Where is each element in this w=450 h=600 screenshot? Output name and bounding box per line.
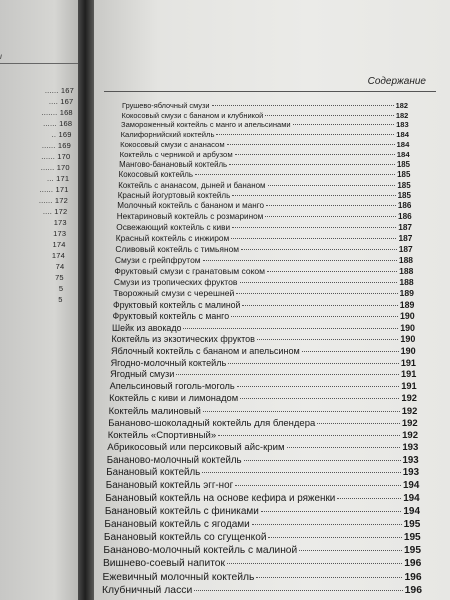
- toc-entry-page: 194: [403, 505, 420, 517]
- toc-entry-title: Шейк из авокадо: [112, 322, 182, 333]
- toc-entry-page: 187: [398, 222, 412, 232]
- toc-entry-title: Бананово-молочный коктейль: [106, 454, 242, 466]
- toc-entry: [117, 201, 411, 210]
- toc-entry-title: Фруктовый смузи с гранатовым соком: [114, 266, 266, 277]
- toc-entry: [104, 532, 421, 543]
- toc-entry: [103, 545, 421, 556]
- toc-entry-title: Коктейль «Спортивный»: [107, 429, 217, 441]
- toc-entry-title: Калифорнийский коктейль: [120, 130, 215, 140]
- toc-leader-dots: [216, 134, 394, 135]
- toc-entry-page: 184: [396, 140, 410, 150]
- left-page-fragment: ...... 171: [39, 185, 69, 194]
- toc-entry-page: 194: [402, 480, 420, 492]
- toc-entry-page: 186: [397, 201, 412, 211]
- toc-entry-page: 188: [399, 266, 414, 277]
- toc-entry-page: 188: [399, 277, 414, 288]
- toc-leader-dots: [183, 328, 398, 329]
- left-page-fragment: .. 169: [51, 130, 72, 139]
- left-page-fragment: 5: [58, 284, 64, 293]
- toc-leader-dots: [212, 105, 394, 106]
- toc-entry-title: Клубничный ласси: [102, 584, 193, 596]
- toc-entry: [118, 191, 411, 200]
- toc-entry-page: 190: [400, 322, 415, 333]
- toc-leader-dots: [299, 550, 402, 551]
- toc-entry-page: 194: [403, 492, 420, 504]
- toc-entry-page: 185: [397, 180, 411, 190]
- toc-entry-title: Банановый коктейль с финиками: [104, 505, 259, 517]
- toc-entry: [115, 255, 413, 265]
- toc-entry: [103, 558, 421, 569]
- toc-entry-page: 190: [400, 334, 416, 345]
- toc-entry-title: Коктейль малиновый: [108, 405, 201, 417]
- toc-entry-page: 184: [396, 130, 409, 140]
- toc-entry-title: Вишнево-соевый напиток: [102, 558, 225, 570]
- toc-leader-dots: [257, 339, 398, 340]
- left-page-fragment: ...... 168: [43, 119, 73, 128]
- toc-entry-page: 196: [404, 558, 422, 570]
- left-page-header: [0, 52, 36, 61]
- toc-entry-title: Мангово-банановый коктейль: [119, 160, 228, 170]
- left-page-fragment: 174: [51, 251, 65, 260]
- book-gutter: [78, 0, 94, 600]
- toc-entry-title: Банановый коктейль с ягодами: [104, 518, 250, 530]
- left-page-fragment: ....... 168: [41, 108, 73, 117]
- toc-entry: [121, 130, 409, 139]
- toc-entry-title: Красный коктейль с инжиром: [115, 233, 230, 244]
- toc-entry: [112, 311, 414, 321]
- toc-leader-dots: [317, 423, 400, 424]
- toc-entry-page: 189: [399, 288, 414, 299]
- left-page-rule: [0, 63, 78, 64]
- left-page-fragment: 75: [55, 273, 64, 282]
- toc-leader-dots: [268, 185, 396, 186]
- toc-leader-dots: [252, 524, 402, 525]
- toc-entry: [119, 170, 411, 179]
- left-page-fragment: 74: [55, 262, 65, 271]
- toc-entry-title: Нектариновый коктейль с розмарином: [116, 211, 264, 221]
- toc-leader-dots: [231, 316, 398, 317]
- toc-entry-title: Абрикосовый или персиковый айс-крим: [107, 442, 285, 454]
- toc-entry-title: Творожный смузи с черешней: [113, 288, 235, 299]
- toc-entry-page: 192: [401, 417, 418, 429]
- toc-leader-dots: [256, 577, 402, 578]
- toc-entry-page: 196: [404, 584, 422, 596]
- toc-leader-dots: [261, 511, 402, 512]
- toc-entry-title: Банановый коктейль эгг-ног: [105, 480, 234, 492]
- toc-leader-dots: [240, 282, 398, 283]
- toc-entry: [110, 381, 417, 391]
- toc-entry-page: 182: [395, 110, 409, 120]
- toc-leader-dots: [235, 485, 401, 486]
- running-head-rule: [104, 91, 436, 92]
- toc-entry: [122, 111, 409, 120]
- toc-entry: [121, 120, 409, 129]
- toc-entry-title: Сливовый коктейль с тимьяном: [115, 244, 239, 255]
- toc-entry: [104, 519, 420, 530]
- toc-leader-dots: [337, 498, 401, 499]
- toc-leader-dots: [203, 411, 400, 412]
- toc-leader-dots: [232, 195, 395, 196]
- toc-entry-page: 185: [396, 160, 410, 170]
- toc-leader-dots: [241, 249, 397, 250]
- toc-entry: [117, 212, 412, 221]
- toc-entry-page: 191: [400, 357, 416, 368]
- toc-entry-page: 193: [402, 454, 419, 466]
- toc-leader-dots: [202, 472, 400, 473]
- toc-leader-dots: [302, 351, 399, 352]
- toc-entry-page: 189: [399, 299, 415, 310]
- toc-entry-title: Яблочный коктейль с бананом и апельсином: [111, 345, 300, 356]
- toc-leader-dots: [268, 537, 401, 538]
- toc-leader-dots: [244, 460, 401, 461]
- toc-entry: [113, 288, 414, 298]
- toc-entry-title: Коктейль с киви и лимонадом: [109, 393, 239, 404]
- toc-entry-title: Молочный коктейль с бананом и манго: [117, 201, 264, 211]
- left-page-fragment: ...... 169: [41, 141, 71, 150]
- toc-entry: [111, 358, 416, 368]
- toc-entry-page: 186: [398, 211, 412, 221]
- toc-leader-dots: [236, 293, 397, 294]
- toc-leader-dots: [195, 174, 395, 175]
- toc-leader-dots: [293, 124, 395, 125]
- toc-entry: [107, 455, 419, 466]
- toc-leader-dots: [231, 238, 396, 239]
- toc-entry-title: Коктейль с черникой и арбузом: [119, 150, 233, 160]
- toc-entry: [118, 181, 410, 190]
- toc-entry: [116, 233, 413, 243]
- toc-entry-title: Кокосовый смузи с бананом и клубникой: [121, 110, 264, 120]
- toc-entry-title: Ягодный смузи: [110, 369, 175, 380]
- toc-entry-title: Кокосовый смузи с ананасом: [120, 140, 225, 150]
- left-page-fragment: ...... 170: [41, 152, 71, 161]
- toc-entry-title: Банановый коктейль со сгущенкой: [103, 531, 267, 543]
- toc-entry: [113, 300, 414, 310]
- toc-entry-title: Коктейль с ананасом, дыней и бананом: [118, 180, 266, 190]
- left-page-fragment: 173: [53, 229, 67, 238]
- toc-entry-title: Бананово-молочный коктейль с малиной: [103, 544, 298, 556]
- toc-entry-title: Банановый коктейль: [106, 467, 201, 479]
- toc-entry: [116, 223, 412, 232]
- running-head: Содержание: [367, 76, 426, 87]
- toc-leader-dots: [266, 205, 396, 206]
- left-page-fragment: 174: [52, 240, 66, 249]
- toc-entry: [115, 244, 412, 254]
- left-page-fragment: ...... 172: [38, 196, 68, 205]
- toc-entry-page: 190: [400, 345, 416, 356]
- toc-leader-dots: [242, 305, 397, 306]
- toc-entry: [120, 150, 410, 159]
- toc-entry: [108, 418, 417, 429]
- toc-entry: [106, 467, 419, 478]
- toc-entry-page: 192: [401, 393, 417, 404]
- toc-entry: [105, 493, 419, 504]
- toc-entry-title: Грушево-яблочный смузи: [122, 101, 210, 110]
- left-page-fragment: .... 167: [48, 97, 74, 106]
- left-page-fragment: 173: [53, 218, 67, 227]
- toc-entry-page: 183: [396, 120, 409, 130]
- toc-entry: [111, 346, 416, 356]
- toc-leader-dots: [237, 386, 399, 387]
- toc-entry-page: 188: [398, 255, 413, 266]
- left-page-fragment: 5: [58, 295, 63, 304]
- toc-entry-page: 195: [404, 544, 421, 556]
- toc-leader-dots: [232, 227, 396, 228]
- toc-entry-page: 192: [402, 429, 418, 441]
- toc-entry-title: Красный йогуртовый коктейль: [117, 190, 231, 200]
- toc-entry-title: Кокосовый коктейль: [118, 170, 193, 180]
- toc-entry-page: 191: [401, 381, 417, 392]
- toc-entry: [112, 323, 415, 333]
- toc-entry-page: 193: [402, 442, 419, 454]
- toc-leader-dots: [267, 271, 397, 272]
- toc-leader-dots: [227, 144, 395, 145]
- toc-entry-title: Смузи с грейпфрутом: [114, 255, 201, 266]
- toc-leader-dots: [240, 398, 399, 399]
- toc-leader-dots: [218, 435, 400, 436]
- toc-entry-page: 195: [403, 531, 421, 543]
- toc-entry-page: 190: [399, 311, 415, 322]
- left-page-fragment: ...... 167: [44, 86, 74, 95]
- toc-leader-dots: [194, 590, 402, 591]
- toc-entry-title: Ежевичный молочный коктейль: [102, 571, 255, 583]
- toc-entry-title: Коктейль из экзотических фруктов: [111, 334, 255, 345]
- toc-leader-dots: [235, 154, 395, 155]
- toc-entry: [114, 277, 414, 287]
- toc-entry-title: Замороженный коктейль с манго и апельсинами: [121, 120, 291, 130]
- toc-leader-dots: [229, 164, 395, 165]
- toc-entry: [114, 266, 413, 276]
- toc-entry-page: 187: [398, 244, 413, 255]
- toc-entry-title: Фруктовый коктейль с манго: [112, 311, 230, 322]
- toc-entry: [102, 572, 421, 583]
- toc-entry-title: Бананово-шоколадный коктейль для блендера: [108, 417, 316, 429]
- toc-entry-page: 195: [403, 518, 421, 530]
- toc-entry-page: 184: [396, 150, 410, 160]
- toc-entry: [106, 480, 420, 491]
- toc-entry: [109, 405, 418, 416]
- toc-entry-page: 185: [397, 190, 411, 200]
- toc-entry-title: Освежающий коктейль с киви: [116, 222, 231, 232]
- toc-entry-title: Банановый коктейль на основе кефира и ряженки: [105, 492, 336, 504]
- toc-entry-page: 182: [395, 101, 408, 110]
- toc-entry-page: 196: [404, 571, 422, 583]
- toc-entry-page: 193: [402, 467, 419, 479]
- toc-entry: [107, 442, 418, 453]
- toc-entry: [110, 369, 416, 379]
- right-page: [94, 0, 450, 600]
- toc-leader-dots: [227, 563, 402, 564]
- toc-entry-page: 185: [397, 170, 411, 180]
- toc-leader-dots: [203, 260, 397, 261]
- left-page-fragment: ... 171: [46, 174, 70, 183]
- left-page-fragment: .... 172: [42, 207, 68, 216]
- toc-leader-dots: [287, 447, 401, 448]
- toc-entry-page: 191: [401, 369, 417, 380]
- left-page-fragment: ...... 170: [40, 163, 70, 172]
- toc-entry: [122, 101, 408, 110]
- toc-leader-dots: [265, 216, 396, 217]
- left-page: [0, 0, 78, 600]
- toc-leader-dots: [265, 115, 394, 116]
- toc-entry: [112, 334, 416, 344]
- toc-entry-page: 187: [398, 233, 413, 244]
- toc-leader-dots: [228, 363, 399, 364]
- toc-leader-dots: [176, 374, 399, 375]
- toc-entry-title: Фруктовый коктейль с малиной: [112, 299, 241, 310]
- toc-entry: [102, 585, 422, 596]
- toc-entry: [119, 160, 410, 169]
- toc-entry: [109, 393, 417, 403]
- toc-entry-title: Апельсиновый гоголь-моголь: [109, 381, 235, 392]
- toc-entry: [105, 506, 420, 517]
- toc-entry: [108, 430, 418, 441]
- toc-entry-title: Смузи из тропических фруктов: [113, 277, 238, 288]
- toc-entry-page: 192: [401, 405, 418, 417]
- toc-entry: [120, 140, 409, 149]
- toc-entry-title: Ягодно-молочный коктейль: [110, 357, 227, 368]
